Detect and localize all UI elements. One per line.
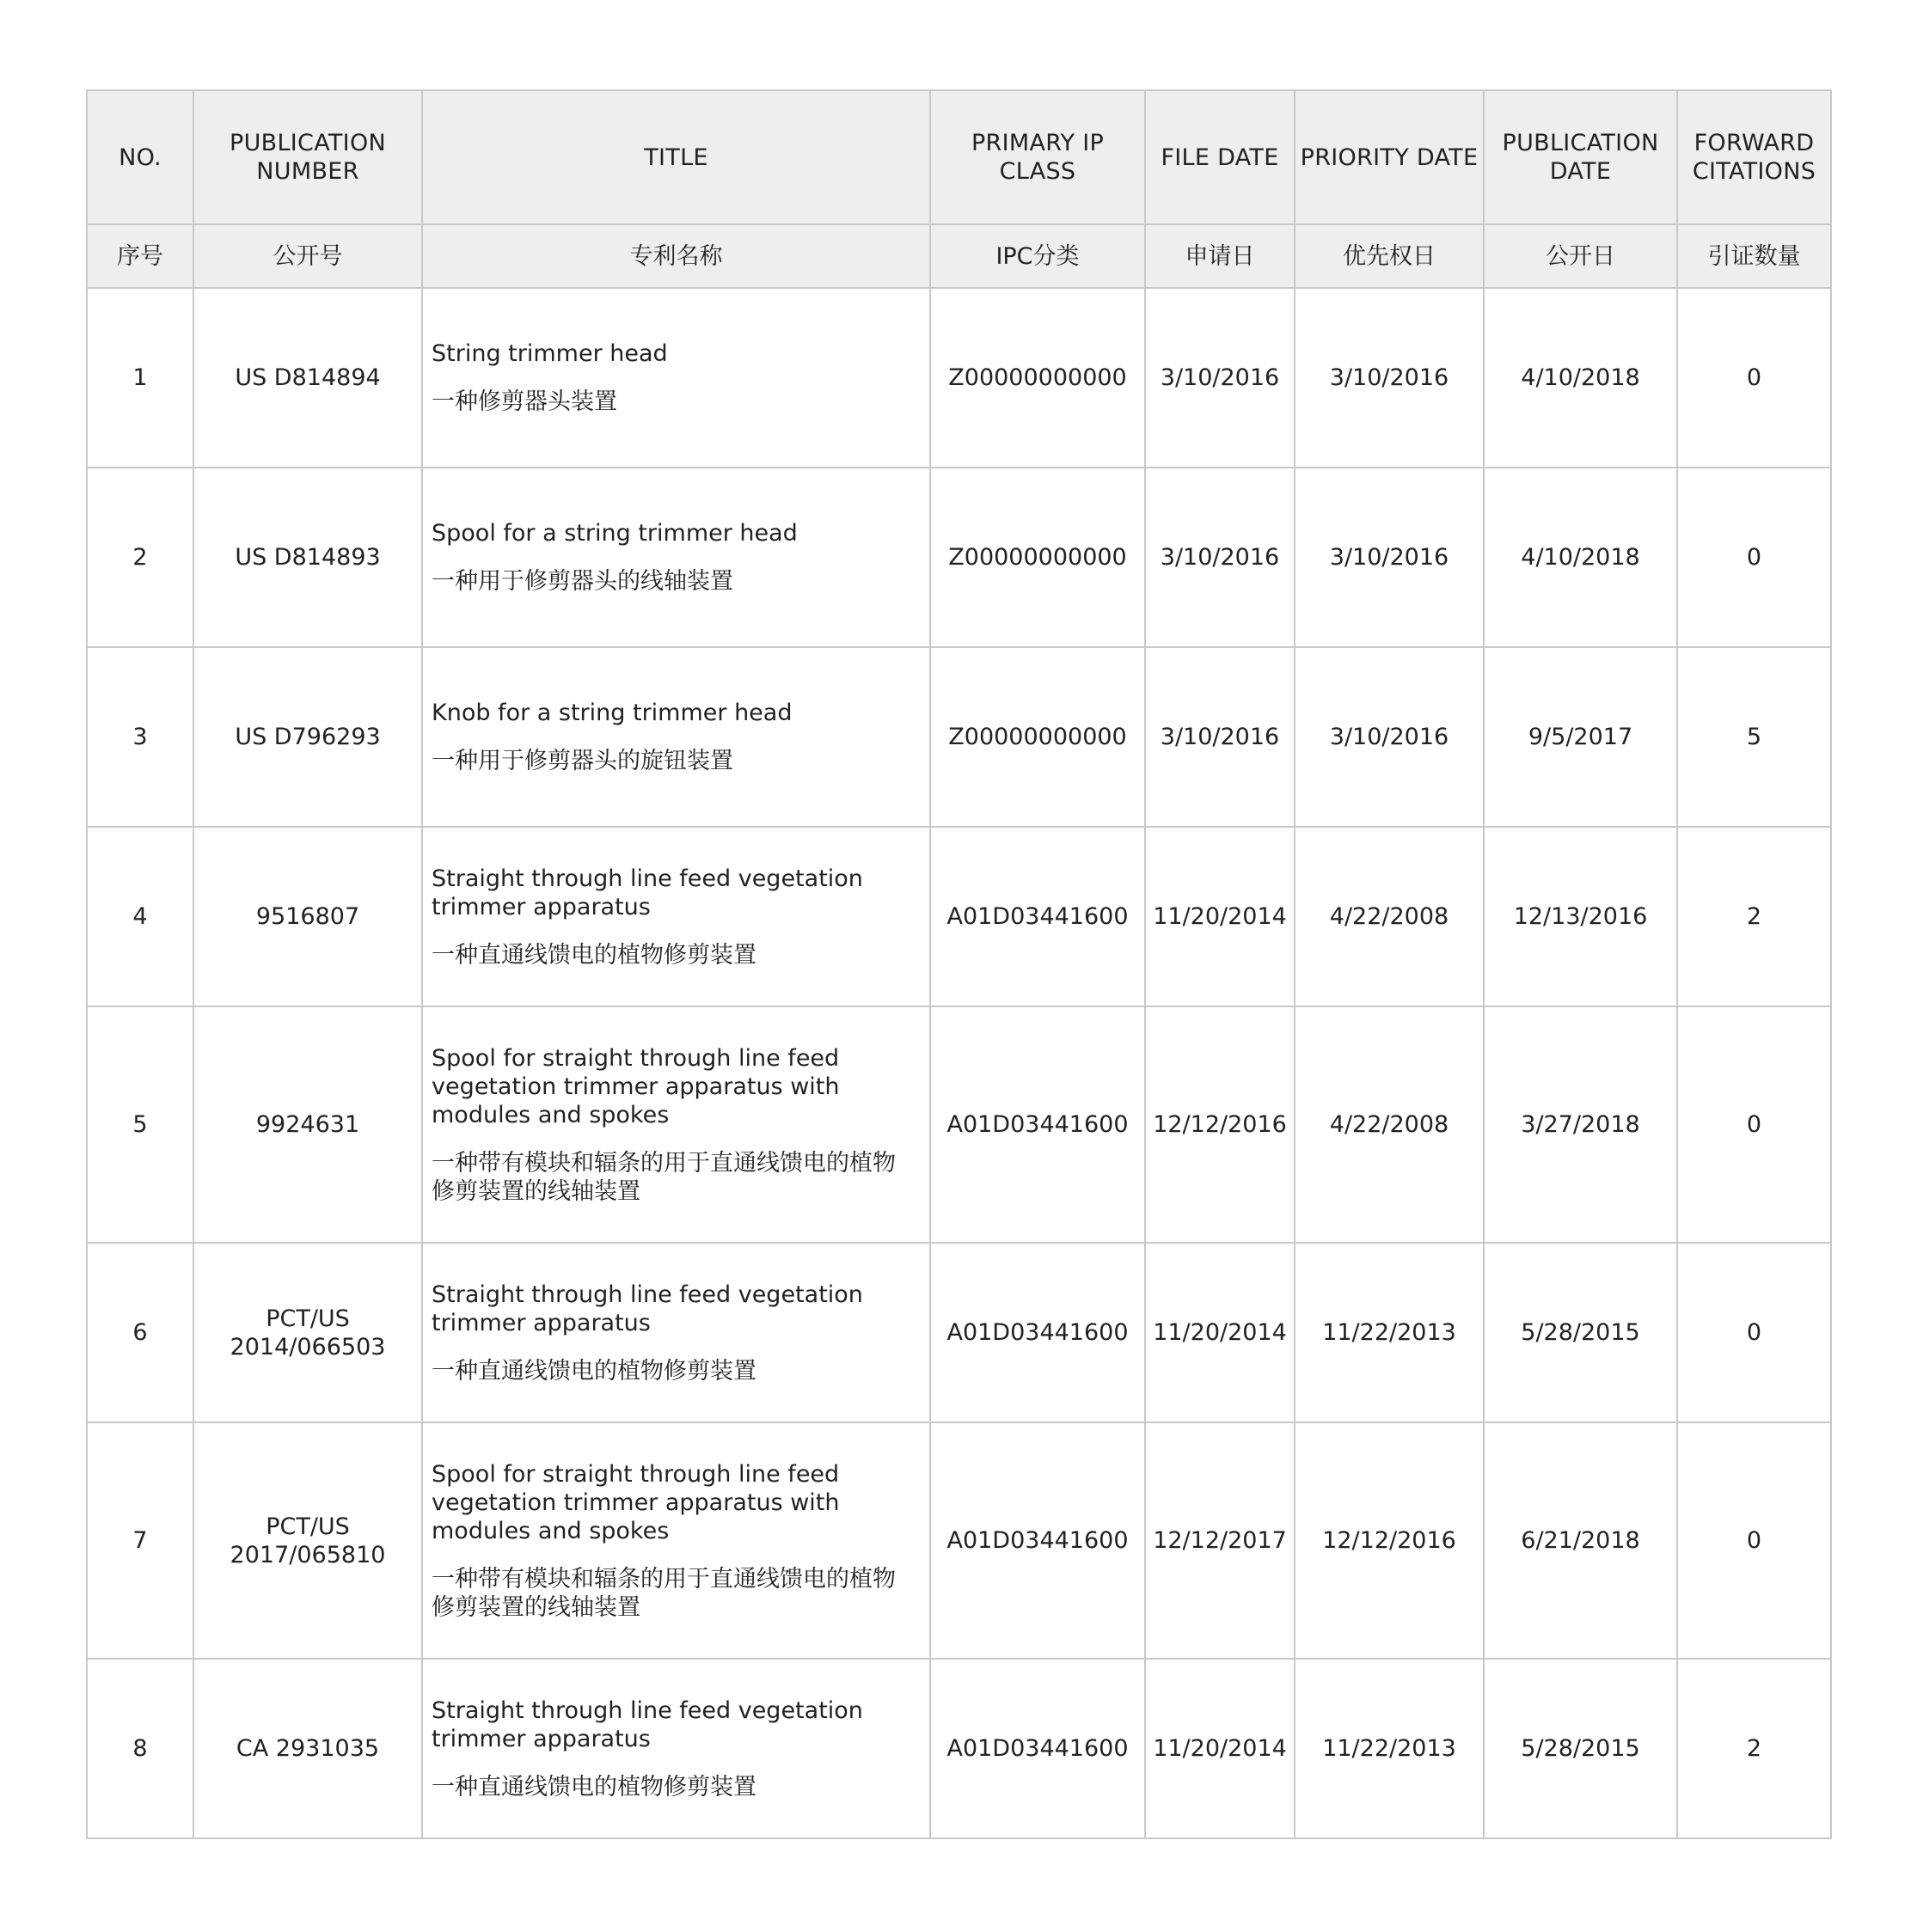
- file-date: 3/10/2016: [1145, 468, 1295, 647]
- priority-date: 3/10/2016: [1295, 647, 1484, 827]
- publication-date: 9/5/2017: [1484, 647, 1677, 827]
- title-cell: [422, 827, 930, 1006]
- priority-date: 12/12/2016: [1295, 1422, 1484, 1659]
- publication-date: 4/10/2018: [1484, 288, 1677, 468]
- header-primary-ip-class: PRIMARY IP CLASS: [930, 90, 1145, 224]
- publication-number: PCT/US 2017/065810: [193, 1422, 422, 1659]
- row-number: 7: [87, 1422, 193, 1659]
- title-chinese: 一种修剪器头装置: [432, 388, 617, 415]
- header-publication-number-zh: 公开号: [193, 224, 422, 288]
- forward-citations: 0: [1677, 1422, 1831, 1659]
- priority-date: 11/22/2013: [1295, 1243, 1484, 1422]
- publication-number: US D814894: [193, 288, 422, 468]
- title-chinese: 一种用于修剪器头的旋钮装置: [432, 748, 733, 774]
- file-date: 11/20/2014: [1145, 1243, 1295, 1422]
- title-english: Spool for straight through line feed vegetation trimmer apparatus with modules and spokes: [432, 1044, 840, 1128]
- title-chinese: 一种直通线馈电的植物修剪装置: [432, 1357, 756, 1385]
- title-english: Spool for straight through line feed vegetation trimmer apparatus with modules and spokes: [432, 1460, 840, 1544]
- publication-number: CA 2931035: [193, 1659, 422, 1838]
- priority-date: 3/10/2016: [1295, 468, 1484, 647]
- table-row: [87, 1659, 1831, 1838]
- title-english: Spool for a string trimmer head: [432, 520, 798, 547]
- header-no: NO.: [87, 90, 193, 224]
- title-cell: [422, 1659, 930, 1838]
- title-cell: [422, 468, 930, 647]
- ipc-class: Z00000000000: [930, 647, 1145, 827]
- table-row: [87, 288, 1831, 468]
- title-chinese: 一种直通线馈电的植物修剪装置: [432, 1773, 756, 1801]
- row-number: 2: [87, 468, 193, 647]
- title-cell: [422, 1243, 930, 1422]
- publication-number: US D796293: [193, 647, 422, 827]
- title-english: Knob for a string trimmer head: [432, 700, 793, 726]
- forward-citations: 0: [1677, 1006, 1831, 1243]
- publication-date: 6/21/2018: [1484, 1422, 1677, 1659]
- title-chinese: 一种带有模块和辐条的用于直通线馈电的植物修剪装置的线轴装置: [432, 1565, 896, 1621]
- header-file-date-zh: 申请日: [1145, 224, 1295, 288]
- publication-number: US D814893: [193, 468, 422, 647]
- title-english: Straight through line feed vegetation trimmer apparatus: [432, 1281, 863, 1336]
- table-row: [87, 827, 1831, 1006]
- priority-date: 4/22/2008: [1295, 827, 1484, 1006]
- title-chinese: 一种直通线馈电的植物修剪装置: [432, 941, 756, 969]
- table-row: [87, 647, 1831, 827]
- forward-citations: 0: [1677, 288, 1831, 468]
- priority-date: 3/10/2016: [1295, 288, 1484, 468]
- ipc-class: A01D03441600: [930, 1243, 1145, 1422]
- publication-number: PCT/US 2014/066503: [193, 1243, 422, 1422]
- table-row: [87, 1006, 1831, 1243]
- header-publication-date: PUBLICATION DATE: [1484, 90, 1677, 224]
- publication-number: 9924631: [193, 1006, 422, 1243]
- ipc-class: Z00000000000: [930, 468, 1145, 647]
- file-date: 3/10/2016: [1145, 288, 1295, 468]
- row-number: 6: [87, 1243, 193, 1422]
- table-row: [87, 468, 1831, 647]
- file-date: 11/20/2014: [1145, 1659, 1295, 1838]
- header-ipc-class-zh: IPC分类: [930, 224, 1145, 288]
- forward-citations: 5: [1677, 647, 1831, 827]
- forward-citations: 0: [1677, 468, 1831, 647]
- header-forward-citations: FORWARD CITATIONS: [1677, 90, 1831, 224]
- ipc-class: A01D03441600: [930, 827, 1145, 1006]
- file-date: 11/20/2014: [1145, 827, 1295, 1006]
- header-no-zh: 序号: [87, 224, 193, 288]
- row-number: 4: [87, 827, 193, 1006]
- row-number: 5: [87, 1006, 193, 1243]
- title-chinese: 一种带有模块和辐条的用于直通线馈电的植物修剪装置的线轴装置: [432, 1149, 896, 1205]
- row-number: 8: [87, 1659, 193, 1838]
- publication-number: 9516807: [193, 827, 422, 1006]
- header-publication-date-zh: 公开日: [1484, 224, 1677, 288]
- title-cell: [422, 647, 930, 827]
- publication-date: 4/10/2018: [1484, 468, 1677, 647]
- ipc-class: A01D03441600: [930, 1422, 1145, 1659]
- publication-date: 5/28/2015: [1484, 1243, 1677, 1422]
- header-citations-zh: 引证数量: [1677, 224, 1831, 288]
- title-cell: [422, 1422, 930, 1659]
- patent-table: [86, 89, 1832, 1839]
- forward-citations: 2: [1677, 1659, 1831, 1838]
- header-row-english: [87, 90, 1831, 224]
- title-english: Straight through line feed vegetation trimmer apparatus: [432, 865, 863, 920]
- priority-date: 4/22/2008: [1295, 1006, 1484, 1243]
- title-cell: [422, 1006, 930, 1243]
- title-english: String trimmer head: [432, 340, 668, 367]
- file-date: 12/12/2017: [1145, 1422, 1295, 1659]
- table-row: [87, 1243, 1831, 1422]
- publication-date: 5/28/2015: [1484, 1659, 1677, 1838]
- header-publication-number: PUBLICATION NUMBER: [193, 90, 422, 224]
- title-english: Straight through line feed vegetation trimmer apparatus: [432, 1697, 863, 1752]
- table-row: [87, 1422, 1831, 1659]
- row-number: 3: [87, 647, 193, 827]
- header-priority-date-zh: 优先权日: [1295, 224, 1484, 288]
- title-cell: [422, 288, 930, 468]
- header-row-chinese: [87, 224, 1831, 288]
- forward-citations: 2: [1677, 827, 1831, 1006]
- file-date: 12/12/2016: [1145, 1006, 1295, 1243]
- header-title-zh: 专利名称: [422, 224, 930, 288]
- publication-date: 12/13/2016: [1484, 827, 1677, 1006]
- row-number: 1: [87, 288, 193, 468]
- ipc-class: A01D03441600: [930, 1659, 1145, 1838]
- forward-citations: 0: [1677, 1243, 1831, 1422]
- header-file-date: FILE DATE: [1145, 90, 1295, 224]
- title-chinese: 一种用于修剪器头的线轴装置: [432, 568, 733, 595]
- file-date: 3/10/2016: [1145, 647, 1295, 827]
- publication-date: 3/27/2018: [1484, 1006, 1677, 1243]
- header-title: TITLE: [422, 90, 930, 224]
- header-priority-date: PRIORITY DATE: [1295, 90, 1484, 224]
- priority-date: 11/22/2013: [1295, 1659, 1484, 1838]
- ipc-class: A01D03441600: [930, 1006, 1145, 1243]
- ipc-class: Z00000000000: [930, 288, 1145, 468]
